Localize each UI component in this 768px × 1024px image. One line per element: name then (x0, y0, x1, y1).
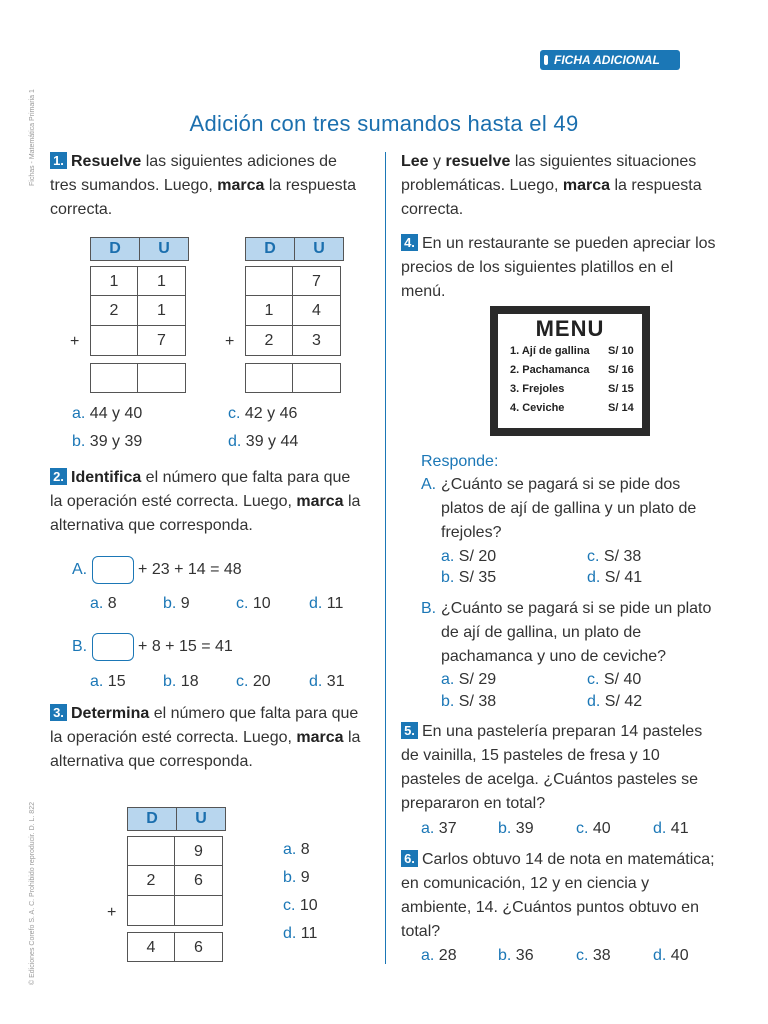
q6-option[interactable]: d. 40 (653, 947, 689, 964)
q1-table2-result[interactable] (245, 363, 341, 393)
q4a-option-c[interactable]: c. S/ 38 (587, 548, 642, 565)
q1-table1-row: 2 1 (90, 296, 186, 326)
q5-number: 5. (401, 722, 418, 739)
q2a-answer-box[interactable] (92, 556, 134, 584)
q2b-option[interactable]: a. 15 (90, 673, 126, 690)
q3-table-row[interactable] (127, 896, 223, 926)
q3-option[interactable]: c. 10 (283, 897, 318, 914)
q4-number: 4. (401, 234, 418, 251)
q4b-option-c[interactable]: c. S/ 40 (587, 671, 642, 688)
q6-number: 6. (401, 850, 418, 867)
q5-option[interactable]: c. 40 (576, 820, 611, 837)
menu-item: 1. Ají de gallina S/ 10 (510, 345, 634, 357)
q2-statement: 2. Identifica el número que falta para que la operación esté correcta. Luego, marca la alternativa que corresponda. (50, 469, 361, 534)
q3-table-row: 9 (127, 836, 223, 866)
q1-option-c[interactable]: c. 42 y 46 (228, 405, 298, 422)
q1-table1-header: D U (90, 237, 189, 261)
menu-item: 3. Frejoles S/ 15 (510, 383, 634, 395)
q2b-equation: B. + 8 + 15 = 41 (72, 633, 233, 661)
right-intro: Lee y resuelve las siguientes situaciones problemáticas. Luego, marca la respuesta correcta. (401, 153, 702, 218)
page-title: Adición con tres sumandos hasta el 49 (189, 111, 579, 136)
menu-board (490, 306, 650, 436)
q1-table2-row: 2 3 (245, 326, 341, 356)
q4b-option-d[interactable]: d. S/ 42 (587, 693, 643, 710)
q2b-option[interactable]: b. 18 (163, 673, 199, 690)
q4b-option-a[interactable]: a. S/ 29 (441, 671, 497, 688)
q3-number: 3. (50, 704, 67, 721)
q5-option[interactable]: b. 39 (498, 820, 534, 837)
q4b-option-b[interactable]: b. S/ 38 (441, 693, 497, 710)
q2b-option[interactable]: c. 20 (236, 673, 271, 690)
q3-options (283, 836, 318, 948)
column-divider (385, 152, 386, 964)
q3-table-row: 2 6 (127, 866, 223, 896)
q1-table1-row: 7 (90, 326, 186, 356)
q2-number: 2. (50, 468, 67, 485)
q4a-option-d[interactable]: d. S/ 41 (587, 569, 643, 586)
q1-plus-sign: + (70, 333, 80, 350)
q4b-question: B. ¿Cuánto se pagará si se pide un plato de ají de gallina, un plato de pachamanca y uno de ceviche? (421, 600, 712, 665)
side-caption-top: Fichas - Matemática Primaria 1 (29, 89, 36, 186)
q4a-question: A. ¿Cuánto se pagará si se pide dos platos de ají de gallina y un plato de frejoles? (421, 476, 697, 541)
q2b-option[interactable]: d. 31 (309, 673, 345, 690)
q6-statement: 6. Carlos obtuvo 14 de nota en matemática; en comunicación, 12 y en ciencia y ambiente, 14. ¿Cuántos puntos obtuvo en total? (401, 851, 715, 940)
q4a-option-a[interactable]: a. S/ 20 (441, 548, 497, 565)
q1-number: 1. (50, 152, 67, 169)
q4-statement: 4. En un restaurante se pueden apreciar los precios de los siguientes platillos en el menú. (401, 235, 716, 300)
q1-table2-header: D U (245, 237, 344, 261)
q6-option[interactable]: b. 36 (498, 947, 534, 964)
q1-table2-row: 7 (245, 266, 341, 296)
q1-plus-sign: + (225, 333, 235, 350)
ficha-tag: FICHA ADICIONAL (540, 50, 680, 70)
q3-option[interactable]: d. 11 (283, 925, 318, 942)
q3-table-result: 4 6 (127, 932, 223, 962)
q1-option-d[interactable]: d. 39 y 44 (228, 433, 299, 450)
q1-table2-row: 1 4 (245, 296, 341, 326)
q5-option[interactable]: a. 37 (421, 820, 457, 837)
q3-table-header: D U (127, 807, 226, 831)
q2a-equation: A. + 23 + 14 = 48 (72, 556, 242, 584)
responde-heading: Responde: (421, 453, 499, 470)
menu-title: MENU (535, 316, 605, 341)
q3-option[interactable]: a. 8 (283, 841, 310, 858)
menu-item: 4. Ceviche S/ 14 (510, 402, 634, 414)
q2a-option[interactable]: c. 10 (236, 595, 271, 612)
q3-option[interactable]: b. 9 (283, 869, 310, 886)
q3-plus-sign: + (107, 904, 117, 921)
q1-option-a[interactable]: a. 44 y 40 (72, 405, 143, 422)
q1-table1-result[interactable] (90, 363, 186, 393)
q1-table1-row: 1 1 (90, 266, 186, 296)
q4a-option-b[interactable]: b. S/ 35 (441, 569, 497, 586)
side-copyright: © Ediciones Corefo S. A. C. Prohibido reproducir. D. L. 822 (29, 802, 36, 985)
q6-option[interactable]: c. 38 (576, 947, 611, 964)
q2a-option[interactable]: d. 11 (309, 595, 344, 612)
q2b-answer-box[interactable] (92, 633, 134, 661)
q2a-option[interactable]: b. 9 (163, 595, 190, 612)
q3-statement: 3. Determina el número que falta para que la operación esté correcta. Luego, marca la alternativa que corresponda. (50, 705, 361, 770)
q2a-option[interactable]: a. 8 (90, 595, 117, 612)
menu-item: 2. Pachamanca S/ 16 (510, 364, 634, 376)
q1-statement: 1. Resuelve las siguientes adiciones de tres sumandos. Luego, marca la respuesta correcta. (50, 153, 356, 218)
q6-option[interactable]: a. 28 (421, 947, 457, 964)
q5-statement: 5. En una pastelería preparan 14 pasteles de vainilla, 15 pasteles de fresa y 10 pasteles de acelga. ¿Cuántos pasteles se prepararon en total? (401, 723, 703, 812)
q5-option[interactable]: d. 41 (653, 820, 689, 837)
q1-option-b[interactable]: b. 39 y 39 (72, 433, 143, 450)
